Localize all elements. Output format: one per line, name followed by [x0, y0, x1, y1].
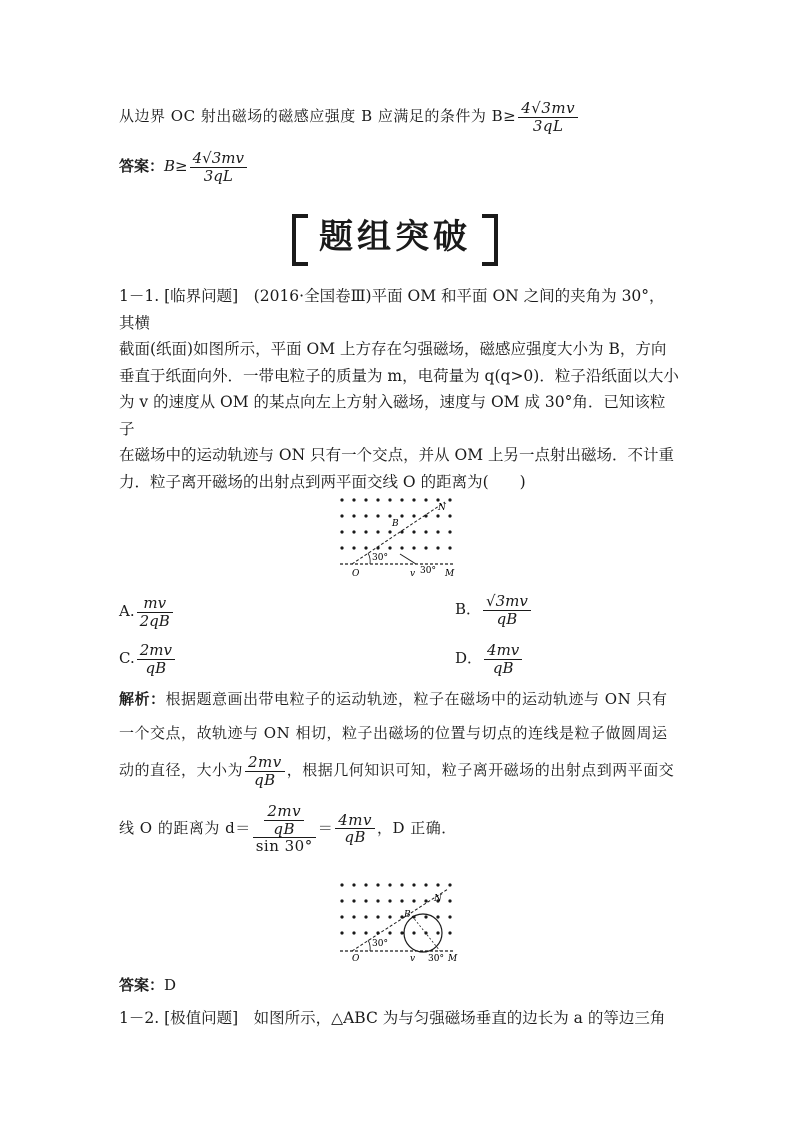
top-condition-line: 从边界 OC 射出磁场的磁感应强度 B 应满足的条件为 B≥ $\frac{4√3mv}{3qL}$ [119, 100, 580, 134]
field-dot [340, 530, 343, 533]
option-c: C. $\frac{2mv}{qB}$ [119, 642, 177, 676]
field-dot [388, 498, 391, 501]
magnetic-field-dots [340, 883, 451, 934]
field-dot [412, 530, 415, 533]
field-dot [424, 899, 427, 902]
field-dot [436, 530, 439, 533]
option-b: B． $\frac{√3mv}{qB}$ [455, 593, 533, 627]
fraction: $\frac{2mv}{qB}$ [137, 642, 175, 676]
field-dot [376, 899, 379, 902]
field-dot [412, 931, 415, 934]
solution-line-4: 线 O 的距离为 d＝ $\frac{\frac{2mv}{qB}}{\sin 30^\circ}$ ＝ $\frac{4mv}{qB}$ ，D 正确． [119, 802, 457, 855]
field-dot [412, 498, 415, 501]
option-a: A. $\frac{mv}{2qB}$ [119, 595, 175, 629]
field-dot [352, 899, 355, 902]
label-M: M [445, 569, 455, 579]
field-dot [424, 883, 427, 886]
label-O: O [352, 954, 360, 964]
field-dot [376, 498, 379, 501]
field-dot [448, 498, 451, 501]
field-dot [424, 530, 427, 533]
field-dot [400, 931, 403, 934]
field-dot [340, 883, 343, 886]
field-dot [340, 915, 343, 918]
field-dot [424, 915, 427, 918]
angle-label: 30° [420, 566, 436, 576]
field-dot [364, 546, 367, 549]
angle-arc [368, 553, 370, 564]
field-dot [424, 546, 427, 549]
field-dot [412, 899, 415, 902]
field-dot [400, 514, 403, 517]
angle-label: 30° [372, 939, 388, 949]
field-dot [352, 883, 355, 886]
field-dot [436, 514, 439, 517]
field-dot [376, 883, 379, 886]
field-dot [376, 514, 379, 517]
problem-1: 1－1. [临界问题] (2016·全国卷Ⅲ)平面 OM 和平面 ON 之间的夹角为 30°，其横 截面(纸面)如图所示，平面 OM 上方存在匀强磁场，磁感应强度大小为 B，方向 垂直于纸面向外．一带电粒子的质量为 m，电荷量为 q(q>0)．粒子沿纸面以大小 为 v 的速度从 OM 的某点向左上方射入磁场，速度与 OM 成 30°角．已知该粒子 在磁场中的运动轨迹与 ON 只有一个交点，并从 OM 上另一点射出磁场．不计重 力．粒子离开磁场的出射点到两平面交线 O 的距离为( ) [119, 287, 679, 491]
field-dot [340, 498, 343, 501]
field-dot [364, 915, 367, 918]
field-dot [448, 546, 451, 549]
field-dot [400, 530, 403, 533]
field-dot [448, 883, 451, 886]
field-dot [364, 899, 367, 902]
field-dot [400, 899, 403, 902]
velocity-arrow [400, 554, 416, 564]
figure-1 [330, 490, 460, 580]
angle-label: 30° [428, 954, 444, 964]
label-O: O [352, 569, 360, 579]
field-dot [388, 931, 391, 934]
field-dot [436, 915, 439, 918]
field-dot [424, 498, 427, 501]
field-dot [352, 530, 355, 533]
field-dot [388, 883, 391, 886]
field-dot [448, 514, 451, 517]
fraction: $\frac{2mv}{qB}$ [245, 754, 285, 788]
label-v: v [410, 569, 416, 579]
section-title: 题组突破 [319, 217, 471, 257]
solution-line-1: 解析：根据题意画出带电粒子的运动轨迹，粒子在磁场中的运动轨迹与 ON 只有 [119, 690, 668, 708]
field-dot [448, 931, 451, 934]
label-N: N [438, 503, 446, 513]
label-v: v [410, 954, 416, 964]
field-dot [436, 931, 439, 934]
fraction: $\frac{4mv}{qB}$ [335, 812, 375, 846]
field-dot [448, 530, 451, 533]
field-dot [388, 899, 391, 902]
field-dot [340, 899, 343, 902]
field-dot [412, 546, 415, 549]
label-B: B [404, 910, 411, 920]
fraction: $\frac{4mv}{qB}$ [484, 642, 522, 676]
label-N: N [434, 894, 442, 904]
field-dot [376, 915, 379, 918]
label-B: B [392, 519, 399, 529]
fraction: $\frac{mv}{2qB}$ [137, 595, 173, 629]
angle-arc [368, 940, 370, 951]
field-dot [388, 915, 391, 918]
fraction: $\frac{4√3mv}{3qL}$ [518, 100, 578, 134]
field-dot [436, 498, 439, 501]
field-dot [352, 514, 355, 517]
answer-line: 答案：D [119, 976, 177, 994]
field-dot [388, 546, 391, 549]
fraction: $\frac{2mv}{qB}$ [264, 803, 304, 837]
angle-label: 30° [372, 553, 388, 563]
field-dot [388, 530, 391, 533]
field-dot [436, 546, 439, 549]
field-dot [352, 498, 355, 501]
problem-2-line-1: 1－2. [极值问题] 如图所示，△ABC 为与匀强磁场垂直的边长为 a 的等边三角 [119, 1009, 666, 1027]
label-M: M [448, 954, 458, 964]
field-dot [352, 546, 355, 549]
field-dot [436, 883, 439, 886]
field-dot [448, 915, 451, 918]
field-dot [340, 931, 343, 934]
field-dot [412, 514, 415, 517]
fraction: $\frac{4√3mv}{3qL}$ [190, 150, 247, 184]
field-dot [364, 514, 367, 517]
field-dot [352, 931, 355, 934]
field-dot [364, 883, 367, 886]
solution-line-2: 一个交点，故轨迹与 ON 相切，粒子出磁场的位置与切点的连线是粒子做圆周运 [119, 724, 668, 742]
compound-fraction: $\frac{\frac{2mv}{qB}}{\sin 30^\circ}$ [253, 803, 316, 855]
solution-line-3: 动的直径，大小为 $\frac{2mv}{qB}$ ，根据几何知识可知，粒子离开磁场的出射点到两平面交 [119, 753, 675, 789]
figure-2 [330, 875, 460, 965]
field-dot [448, 899, 451, 902]
field-dot [400, 546, 403, 549]
field-dot [376, 530, 379, 533]
field-dot [340, 546, 343, 549]
field-dot [388, 514, 391, 517]
field-dot [412, 883, 415, 886]
field-dot [364, 931, 367, 934]
field-dot [364, 530, 367, 533]
option-d: D． $\frac{4mv}{qB}$ [455, 642, 524, 676]
fraction: $\frac{√3mv}{qB}$ [483, 593, 531, 627]
field-dot [400, 498, 403, 501]
field-dot [352, 915, 355, 918]
field-dot [400, 883, 403, 886]
top-answer-line: 答案：B≥ $\frac{4√3mv}{3qL}$ [119, 150, 249, 184]
field-dot [340, 514, 343, 517]
field-dot [364, 498, 367, 501]
